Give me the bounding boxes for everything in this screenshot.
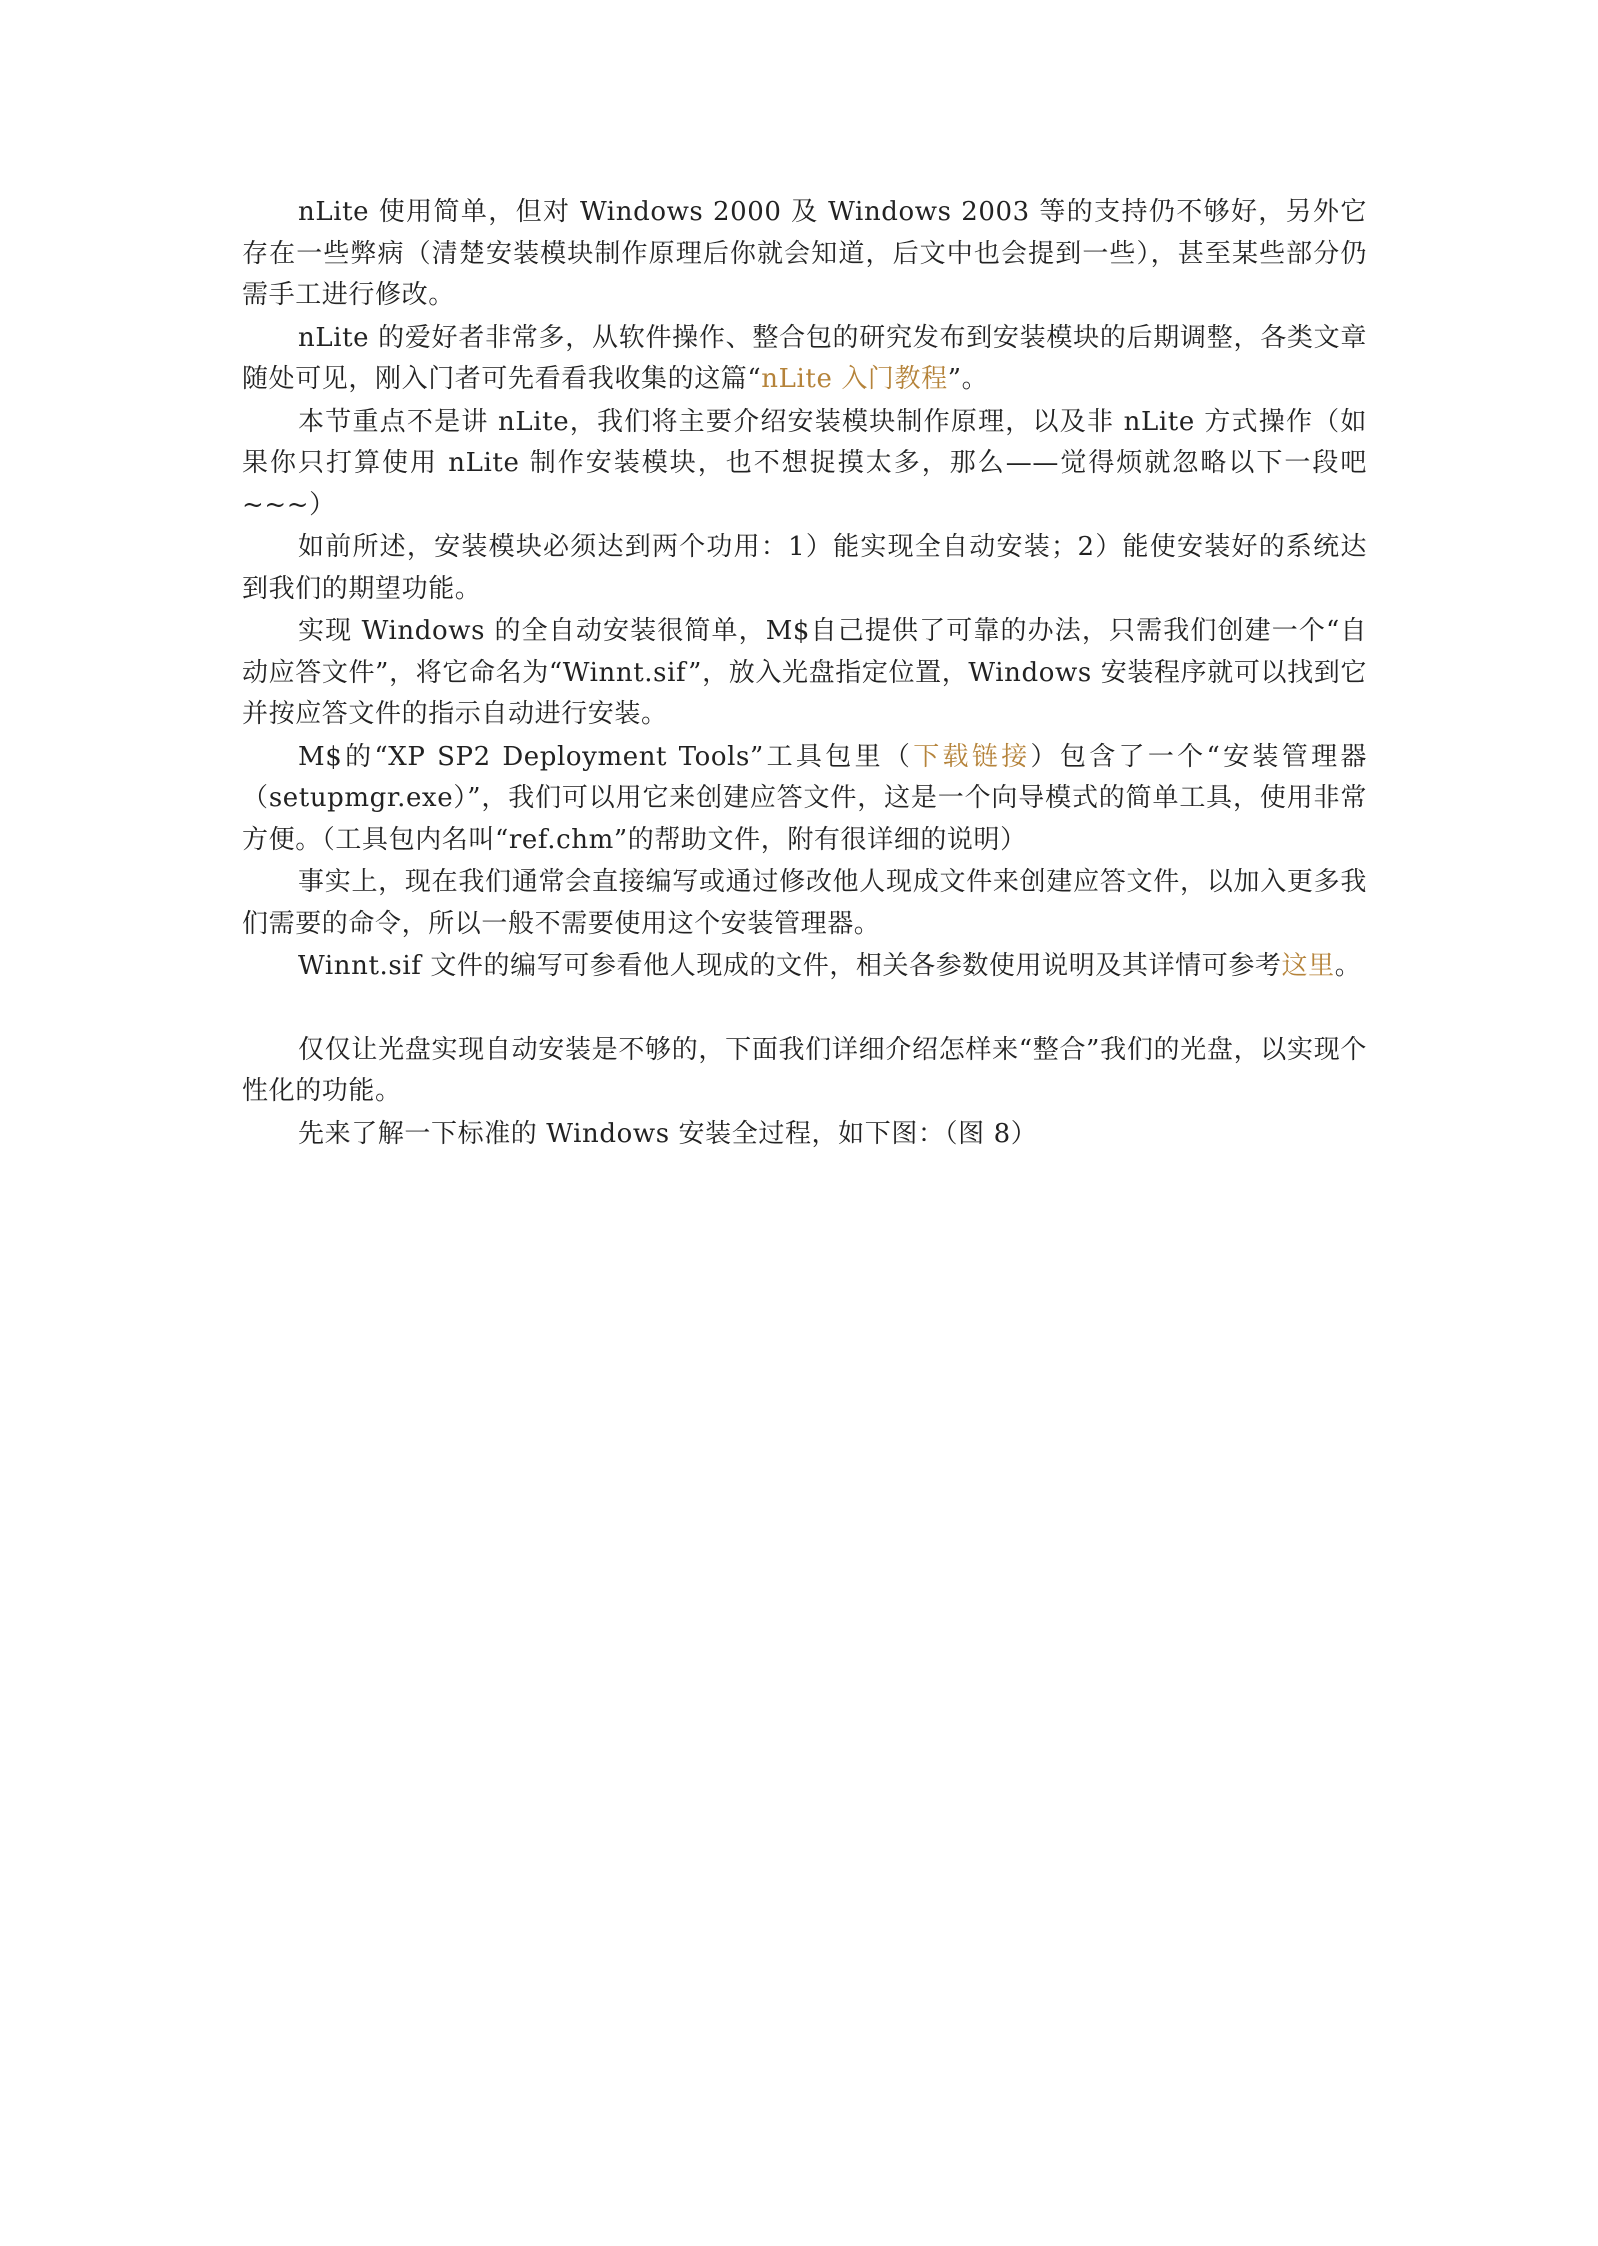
paragraph-text: ）包含了一个“安装管理器（setupmgr.exe）”，我们可以用它来创建应答文件，这是一个向导模式的简单工具，使用非常方便。（工具包内名叫“ref.chm”的帮助文件，附有很详细的说明） [242, 741, 1368, 855]
paragraph-text: 实现 Windows 的全自动安装很简单，M$自己提供了可靠的办法，只需我们创建一个“自动应答文件”，将它命名为“Winnt.sif”，放入光盘指定位置，Windows 安装程序就可以找到它并按应答文件的指示自动进行安装。 [242, 616, 1367, 729]
paragraph-spacer [242, 988, 1367, 1030]
reference-here-link[interactable]: 这里 [1281, 951, 1335, 981]
nlite-tutorial-link[interactable]: nLite 入门教程 [761, 364, 948, 394]
paragraph-text: Winnt.sif 文件的编写可参看他人现成的文件，相关各参数使用说明及其详情可参考 [298, 951, 1282, 981]
paragraph-text: M$的“XP SP2 Deployment Tools”工具包里（ [298, 741, 914, 772]
paragraph-auto-install [242, 611, 1367, 736]
paragraph-text: 本节重点不是讲 nLite，我们将主要介绍安装模块制作原理，以及非 nLite 方式操作（如果你只打算使用 nLite 制作安装模块，也不想捉摸太多，那么——觉得烦就忽略以下一段吧~~~） [242, 406, 1367, 520]
paragraph-manual-editing [242, 862, 1367, 945]
paragraph-text: nLite 的爱好者非常多，从软件操作、整合包的研究发布到安装模块的后期调整，各类文章随处可见，刚入门者可先看看我收集的这篇“ [242, 322, 1367, 394]
paragraph-text: 先来了解一下标准的 Windows 安装全过程，如下图：（图 8） [298, 1118, 1038, 1149]
paragraph-module-functions [242, 527, 1367, 610]
paragraph-text: 如前所述，安装模块必须达到两个功用：1）能实现全自动安装；2）能使安装好的系统达到我们的期望功能。 [242, 532, 1367, 604]
document-body [242, 192, 1367, 1155]
paragraph-text: 仅仅让光盘实现自动安装是不够的，下面我们详细介绍怎样来“整合”我们的光盘，以实现个性化的功能。 [242, 1034, 1367, 1106]
paragraph-section-focus [242, 402, 1367, 527]
paragraph-text: ”。 [947, 364, 989, 394]
paragraph-install-process [242, 1114, 1367, 1156]
paragraph-nlite-fans [242, 318, 1367, 401]
paragraph-deployment-tools [242, 737, 1367, 862]
paragraph-text: nLite 使用简单，但对 Windows 2000 及 Windows 2003 等的支持仍不够好，另外它存在一些弊病（清楚安装模块制作原理后你就会知道，后文中也会提到一些），甚至某些部分仍需手工进行修改。 [242, 197, 1367, 310]
paragraph-nlite-limitations [242, 192, 1367, 317]
paragraph-integration [242, 1030, 1367, 1113]
paragraph-text: 事实上，现在我们通常会直接编写或通过修改他人现成文件来创建应答文件，以加入更多我们需要的命令，所以一般不需要使用这个安装管理器。 [242, 867, 1367, 939]
paragraph-winnt-sif [242, 946, 1367, 988]
paragraph-text: 。 [1334, 951, 1362, 981]
download-link[interactable]: 下载链接 [913, 741, 1031, 772]
